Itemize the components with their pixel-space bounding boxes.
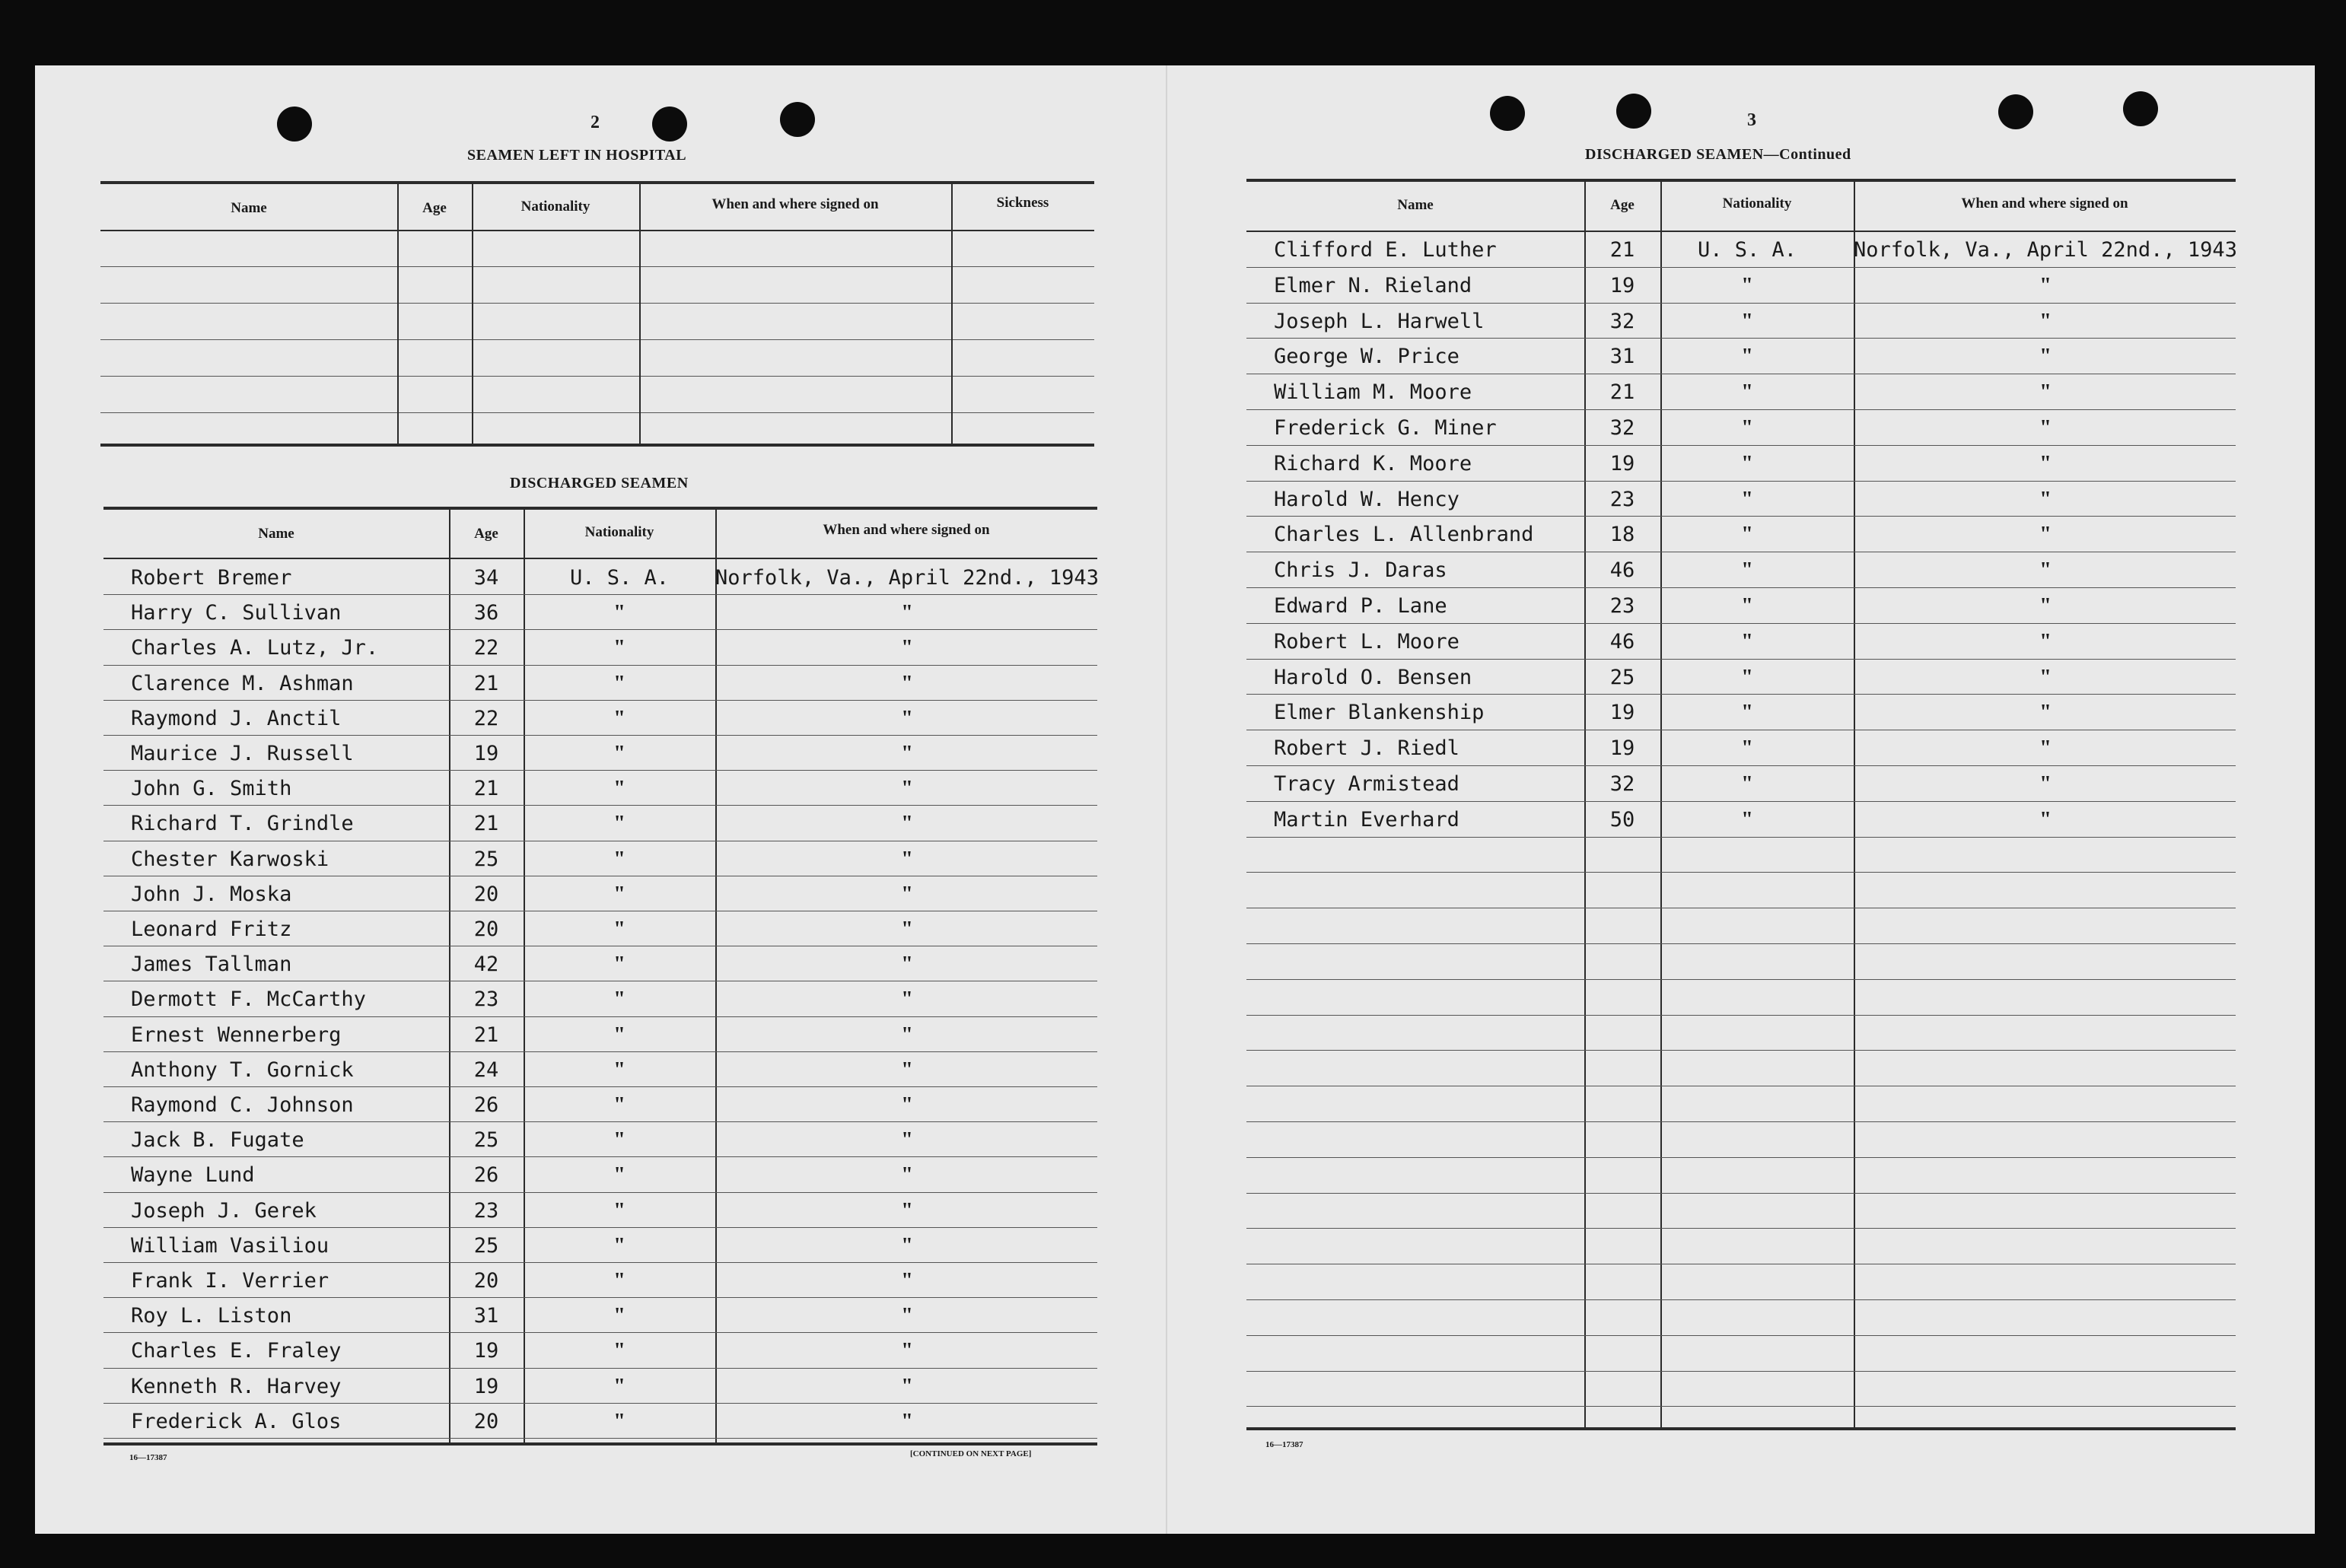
nationality-cell: "	[613, 988, 625, 1012]
punch-hole	[277, 107, 312, 142]
nationality-cell: "	[1741, 807, 1753, 832]
signed-on-cell: "	[901, 988, 913, 1012]
row-rule	[103, 1403, 1097, 1404]
age-cell: 19	[1609, 736, 1635, 761]
nationality-cell: "	[1741, 345, 1753, 369]
signed-on-cell: "	[2039, 665, 2052, 689]
hospital-col-when: When and where signed on	[711, 196, 879, 212]
age-cell: 32	[1609, 309, 1635, 333]
right-col-name: Name	[1397, 197, 1434, 213]
row-rule	[1246, 801, 2236, 802]
row-rule	[1246, 267, 2236, 268]
row-rule	[1246, 1228, 2236, 1229]
name-cell: Ernest Wennerberg	[131, 1023, 342, 1047]
age-cell: 23	[1609, 487, 1635, 511]
name-cell: Harry C. Sullivan	[131, 601, 342, 625]
age-cell: 19	[473, 1374, 499, 1398]
nationality-cell: "	[613, 953, 625, 977]
age-cell: 22	[473, 636, 499, 660]
name-cell: Charles E. Fraley	[131, 1339, 342, 1363]
age-cell: 23	[473, 1198, 499, 1223]
name-cell: Harold O. Bensen	[1274, 665, 1472, 689]
name-cell: Harold W. Hency	[1274, 487, 1459, 511]
signed-on-cell: "	[901, 1304, 913, 1328]
age-cell: 22	[473, 706, 499, 730]
name-cell: Charles A. Lutz, Jr.	[131, 636, 379, 660]
nationality-cell: "	[1741, 558, 1753, 583]
age-cell: 25	[1609, 665, 1635, 689]
age-cell: 19	[473, 742, 499, 765]
signed-on-cell: "	[2039, 629, 2052, 654]
signed-on-cell: "	[901, 1374, 913, 1398]
signed-on-cell: "	[2039, 807, 2052, 832]
nationality-cell: "	[1741, 309, 1753, 333]
age-cell: 19	[1609, 701, 1635, 725]
age-cell: 20	[473, 1269, 499, 1293]
nationality-cell: "	[613, 1409, 625, 1433]
row-rule	[103, 1121, 1097, 1122]
age-cell: 25	[473, 1233, 499, 1258]
hospital-col-age: Age	[422, 200, 447, 216]
name-cell: Raymond C. Johnson	[131, 1093, 354, 1117]
age-cell: 32	[1609, 772, 1635, 796]
row-rule	[103, 700, 1097, 701]
nationality-cell: "	[1741, 594, 1753, 618]
row-rule	[103, 1051, 1097, 1052]
signed-on-cell: "	[2039, 487, 2052, 511]
name-cell: Richard T. Grindle	[131, 812, 354, 836]
nationality-cell: "	[1741, 736, 1753, 761]
row-rule	[1246, 445, 2236, 446]
nationality-cell: "	[613, 1269, 625, 1293]
signed-on-cell: "	[901, 601, 913, 625]
name-cell: Charles L. Allenbrand	[1274, 523, 1534, 547]
signed-on-cell: "	[2039, 523, 2052, 547]
nationality-cell: "	[613, 847, 625, 871]
name-cell: Richard K. Moore	[1274, 451, 1472, 475]
nationality-cell: "	[1741, 451, 1753, 475]
nationality-cell: "	[613, 671, 625, 695]
age-cell: 42	[473, 953, 499, 977]
discharged-col-name: Name	[258, 526, 294, 542]
row-rule	[1246, 1299, 2236, 1300]
signed-on-cell: "	[2039, 558, 2052, 583]
row-rule	[1246, 1121, 2236, 1122]
nationality-cell: "	[613, 918, 625, 941]
nationality-cell: "	[613, 1198, 625, 1223]
signed-on-cell: "	[901, 1198, 913, 1223]
age-cell: 19	[473, 1339, 499, 1363]
page-number-right: 3	[1747, 110, 1756, 130]
form-number-right: 16—17387	[1265, 1440, 1304, 1449]
signed-on-cell: "	[901, 1058, 913, 1082]
discharged-continued-heading: DISCHARGED SEAMEN—Continued	[1585, 146, 1851, 163]
nationality-cell: "	[1741, 665, 1753, 689]
age-cell: 34	[473, 566, 499, 590]
signed-on-cell: "	[2039, 772, 2052, 796]
row-rule	[1246, 765, 2236, 766]
punch-hole	[1616, 94, 1651, 129]
hospital-heading: SEAMEN LEFT IN HOSPITAL	[467, 147, 687, 164]
row-rule	[1246, 623, 2236, 624]
continued-note: [CONTINUED ON NEXT PAGE]	[910, 1449, 1032, 1458]
row-rule	[1246, 587, 2236, 588]
nationality-cell: "	[613, 812, 625, 836]
signed-on-cell: "	[901, 1093, 913, 1117]
name-cell: Joseph L. Harwell	[1274, 309, 1485, 333]
name-cell: George W. Price	[1274, 345, 1459, 369]
signed-on-cell: "	[901, 1023, 913, 1047]
row-rule	[1246, 659, 2236, 660]
nationality-cell: "	[1741, 629, 1753, 654]
nationality-cell: "	[613, 1339, 625, 1363]
nationality-cell: "	[1741, 416, 1753, 440]
signed-on-cell: "	[2039, 273, 2052, 297]
signed-on-cell: "	[901, 1163, 913, 1188]
discharged-heading: DISCHARGED SEAMEN	[510, 475, 689, 491]
name-cell: William Vasiliou	[131, 1233, 329, 1258]
row-rule	[1246, 1015, 2236, 1016]
row-rule	[1246, 872, 2236, 873]
age-cell: 21	[1609, 380, 1635, 405]
name-cell: Chester Karwoski	[131, 847, 329, 871]
name-cell: Anthony T. Gornick	[131, 1058, 354, 1082]
age-cell: 21	[1609, 238, 1635, 262]
row-rule	[103, 770, 1097, 771]
row-rule	[103, 665, 1097, 666]
age-cell: 26	[473, 1093, 499, 1117]
name-cell: Leonard Fritz	[131, 918, 292, 941]
nationality-cell: "	[613, 1304, 625, 1328]
nationality-cell: "	[613, 706, 625, 730]
name-cell: Joseph J. Gerek	[131, 1198, 317, 1223]
signed-on-cell: "	[2039, 594, 2052, 618]
name-cell: Edward P. Lane	[1274, 594, 1447, 618]
row-rule	[103, 1332, 1097, 1333]
age-cell: 20	[473, 882, 499, 906]
name-cell: Frederick A. Glos	[131, 1409, 342, 1433]
discharged-col-age: Age	[474, 526, 498, 542]
row-rule	[1246, 837, 2236, 838]
name-cell: Frank I. Verrier	[131, 1269, 329, 1293]
age-cell: 31	[473, 1304, 499, 1328]
nationality-cell: "	[613, 1023, 625, 1047]
signed-on-cell: "	[2039, 380, 2052, 405]
signed-on-cell: "	[901, 1233, 913, 1258]
signed-on-cell: "	[901, 847, 913, 871]
row-rule	[103, 735, 1097, 736]
row-rule	[1246, 943, 2236, 944]
name-cell: Clifford E. Luther	[1274, 238, 1497, 262]
signed-on-cell: "	[901, 742, 913, 765]
signed-on-cell: "	[901, 671, 913, 695]
age-cell: 24	[473, 1058, 499, 1082]
right-col-nationality: Nationality	[1722, 196, 1792, 212]
age-cell: 46	[1609, 629, 1635, 654]
nationality-cell: "	[613, 742, 625, 765]
age-cell: 21	[473, 812, 499, 836]
row-rule	[103, 1192, 1097, 1193]
age-cell: 50	[1609, 807, 1635, 832]
row-rule	[103, 1262, 1097, 1263]
signed-on-cell: Norfolk, Va., April 22nd., 1943	[1854, 238, 2237, 262]
nationality-cell: "	[1741, 772, 1753, 796]
name-cell: James Tallman	[131, 953, 292, 977]
row-rule	[103, 1438, 1097, 1439]
name-cell: Dermott F. McCarthy	[131, 988, 366, 1012]
row-rule	[103, 629, 1097, 630]
row-rule	[103, 1016, 1097, 1017]
nationality-cell: "	[1741, 523, 1753, 547]
signed-on-cell: "	[2039, 309, 2052, 333]
row-rule	[103, 1156, 1097, 1157]
name-cell: Martin Everhard	[1274, 807, 1459, 832]
signed-on-cell: "	[2039, 345, 2052, 369]
signed-on-cell: "	[901, 1269, 913, 1293]
signed-on-cell: "	[901, 953, 913, 977]
nationality-cell: "	[613, 1128, 625, 1153]
nationality-cell: "	[613, 601, 625, 625]
nationality-cell: "	[613, 1093, 625, 1117]
name-cell: John J. Moska	[131, 882, 292, 906]
row-rule	[1246, 1157, 2236, 1158]
signed-on-cell: "	[901, 636, 913, 660]
name-cell: John G. Smith	[131, 777, 292, 801]
age-cell: 20	[473, 918, 499, 941]
signed-on-cell: Norfolk, Va., April 22nd., 1943	[715, 566, 1099, 590]
signed-on-cell: "	[901, 812, 913, 836]
row-rule	[1246, 1371, 2236, 1372]
row-rule	[1246, 1406, 2236, 1407]
name-cell: Elmer Blankenship	[1274, 701, 1485, 725]
age-cell: 32	[1609, 416, 1635, 440]
nationality-cell: "	[613, 1163, 625, 1188]
signed-on-cell: "	[901, 918, 913, 941]
signed-on-cell: "	[901, 1339, 913, 1363]
name-cell: Clarence M. Ashman	[131, 671, 354, 695]
age-cell: 36	[473, 601, 499, 625]
right-col-age: Age	[1610, 197, 1635, 213]
age-cell: 18	[1609, 523, 1635, 547]
page-number-left: 2	[590, 113, 600, 132]
punch-hole	[1490, 96, 1525, 131]
age-cell: 46	[1609, 558, 1635, 583]
row-rule	[1246, 481, 2236, 482]
row-rule	[1246, 409, 2236, 410]
name-cell: Roy L. Liston	[131, 1304, 292, 1328]
signed-on-cell: "	[901, 1128, 913, 1153]
nationality-cell: "	[613, 1233, 625, 1258]
row-rule	[103, 1368, 1097, 1369]
row-rule	[1246, 1193, 2236, 1194]
name-cell: Kenneth R. Harvey	[131, 1374, 342, 1398]
name-cell: Elmer N. Rieland	[1274, 273, 1472, 297]
signed-on-cell: "	[901, 882, 913, 906]
nationality-cell: "	[1741, 701, 1753, 725]
signed-on-cell: "	[2039, 416, 2052, 440]
hospital-col-sickness: Sickness	[996, 195, 1049, 211]
age-cell: 31	[1609, 345, 1635, 369]
row-rule	[1246, 303, 2236, 304]
age-cell: 19	[1609, 451, 1635, 475]
hospital-col-name: Name	[231, 200, 267, 216]
name-cell: Frederick G. Miner	[1274, 416, 1497, 440]
nationality-cell: U. S. A.	[569, 566, 670, 590]
name-cell: Robert J. Riedl	[1274, 736, 1459, 761]
row-rule	[103, 1227, 1097, 1228]
punch-hole	[780, 102, 815, 137]
nationality-cell: "	[1741, 487, 1753, 511]
row-rule	[1246, 1050, 2236, 1051]
row-rule	[1246, 516, 2236, 517]
age-cell: 23	[1609, 594, 1635, 618]
row-rule	[1246, 1335, 2236, 1336]
signed-on-cell: "	[2039, 701, 2052, 725]
row-rule	[1246, 979, 2236, 980]
discharged-col-when: When and where signed on	[823, 522, 990, 538]
nationality-cell: "	[613, 1374, 625, 1398]
punch-hole	[2123, 91, 2158, 126]
name-cell: Robert L. Moore	[1274, 629, 1459, 654]
row-rule	[103, 1297, 1097, 1298]
discharged-col-nationality: Nationality	[584, 524, 654, 540]
name-cell: William M. Moore	[1274, 380, 1472, 405]
name-cell: Maurice J. Russell	[131, 742, 354, 765]
name-cell: Chris J. Daras	[1274, 558, 1447, 583]
punch-hole	[1998, 94, 2033, 129]
nationality-cell: "	[613, 882, 625, 906]
name-cell: Raymond J. Anctil	[131, 706, 342, 730]
age-cell: 26	[473, 1163, 499, 1188]
name-cell: Tracy Armistead	[1274, 772, 1459, 796]
name-cell: Robert Bremer	[131, 566, 292, 590]
punch-hole	[652, 107, 687, 142]
nationality-cell: "	[613, 1058, 625, 1082]
row-rule	[103, 1086, 1097, 1087]
name-cell: Jack B. Fugate	[131, 1128, 304, 1153]
age-cell: 25	[473, 847, 499, 871]
age-cell: 23	[473, 988, 499, 1012]
nationality-cell: "	[613, 777, 625, 801]
right-col-when: When and where signed on	[1961, 196, 2128, 212]
row-rule	[1246, 338, 2236, 339]
row-rule	[103, 805, 1097, 806]
age-cell: 21	[473, 671, 499, 695]
signed-on-cell: "	[901, 1409, 913, 1433]
row-rule	[1246, 694, 2236, 695]
age-cell: 21	[473, 1023, 499, 1047]
name-cell: Wayne Lund	[131, 1163, 255, 1188]
page-fold	[1166, 65, 1167, 1534]
signed-on-cell: "	[901, 777, 913, 801]
signed-on-cell: "	[2039, 736, 2052, 761]
age-cell: 25	[473, 1128, 499, 1153]
nationality-cell: "	[613, 636, 625, 660]
nationality-cell: "	[1741, 273, 1753, 297]
nationality-cell: "	[1741, 380, 1753, 405]
age-cell: 21	[473, 777, 499, 801]
signed-on-cell: "	[901, 706, 913, 730]
nationality-cell: U. S. A.	[1697, 238, 1797, 262]
form-number-left: 16—17387	[129, 1453, 167, 1462]
signed-on-cell: "	[2039, 451, 2052, 475]
row-rule	[103, 594, 1097, 595]
hospital-col-nationality: Nationality	[520, 199, 590, 215]
age-cell: 19	[1609, 273, 1635, 297]
age-cell: 20	[473, 1409, 499, 1433]
